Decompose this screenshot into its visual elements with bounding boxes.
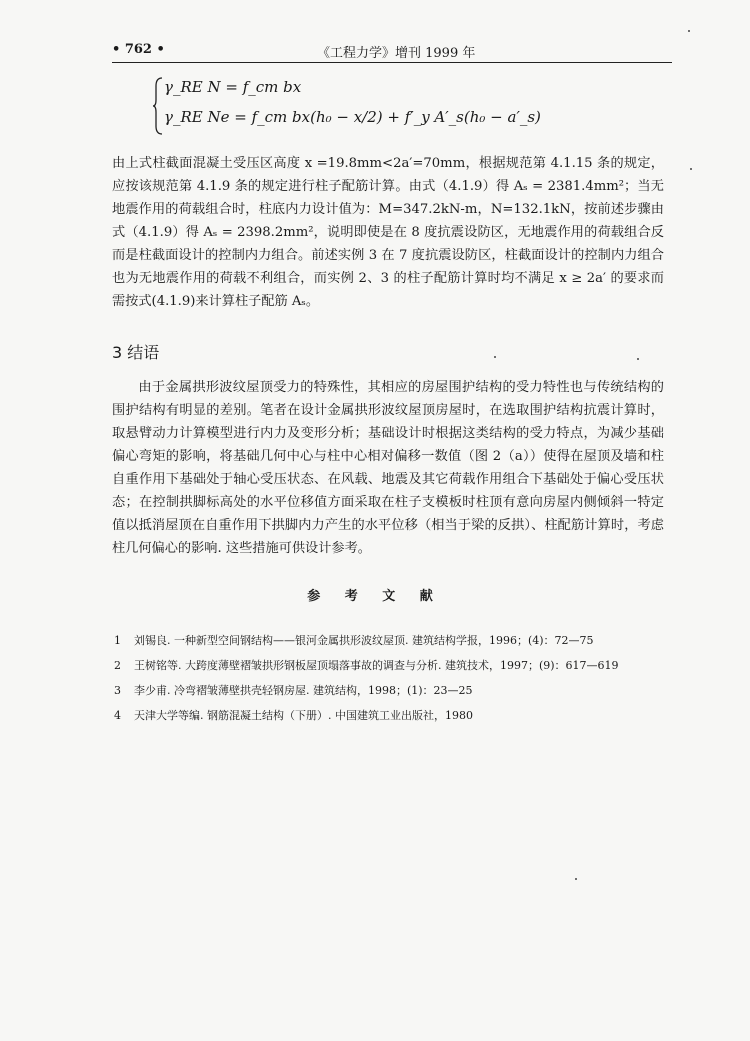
equation-line-1: γ_RE N = f_cm bx [164, 78, 302, 96]
equation-line-2: γ_RE Ne = f_cm bx(h₀ − x/2) + f′_y A′_s(h₀ − a′_s) [164, 108, 541, 126]
reference-text: 王树铭等. 大跨度薄壁褶皱拱形钢板屋顶塌落事故的调查与分析. 建筑技术，1997；(9)：617—619 [134, 659, 619, 672]
reference-item [114, 657, 674, 673]
reference-number: 1 [114, 634, 121, 647]
running-header [112, 42, 672, 63]
journal-title: 《工程力学》增刊 1999 年 [317, 46, 476, 61]
reference-text: 刘锡良. 一种新型空间钢结构——银河金属拱形波纹屋顶. 建筑结构学报，1996；(4)：72—75 [134, 634, 594, 647]
scan-speck [688, 30, 690, 32]
section-heading: 3 结语 [112, 343, 160, 362]
reference-number: 3 [114, 684, 121, 697]
reference-text: 天津大学等编. 钢筋混凝土结构（下册）. 中国建筑工业出版社，1980 [134, 709, 473, 722]
scan-speck [637, 358, 639, 360]
conclusion-paragraph: 由于金属拱形波纹屋顶受力的特殊性，其相应的房屋围护结构的受力特性也与传统结构的围护结构有明显的差别。笔者在设计金属拱形波纹屋顶房屋时，在选取围护结构抗震计算时，取悬臂动力计算模型进行内力及变形分析；基础设计时根据这类结构的受力特点，为减少基础偏心弯矩的影响，将基础几何中心与柱中心相对偏移一数值（图 2（a））使得在屋顶及墙和柱自重作用下基础处于轴心受压状态、在风载、地震及其它荷载作用组合下基础处于偏心受压状态；在控制拱脚标高处的水平位移值方面采取在柱子支模板时柱顶有意向房屋内侧倾斜一特定值以抵消屋顶在自重作用下拱脚内力产生的水平位移（相当于梁的反拱）、柱配筋计算时，考虑柱几何偏心的影响. 这些措施可供设计参考。 [112, 380, 664, 556]
reference-number: 4 [114, 709, 121, 722]
reference-item [114, 707, 674, 723]
reference-item [114, 632, 674, 648]
reference-item [114, 682, 674, 698]
scan-speck [494, 356, 496, 358]
brace-icon [152, 76, 164, 136]
reference-text: 李少甫. 冷弯褶皱薄壁拱壳轻钢房屋. 建筑结构，1998；(1)：23—25 [134, 684, 473, 697]
page-number: • 762 • [112, 42, 165, 57]
reference-number: 2 [114, 659, 121, 672]
references-heading: 参 考 文 献 [307, 589, 443, 604]
equation-system [152, 76, 541, 136]
scan-speck [690, 168, 692, 170]
scan-speck [575, 878, 577, 880]
body-paragraph: 由上式柱截面混凝土受压区高度 x =19.8mm<2a′=70mm，根据规范第 4.1.15 条的规定，应按该规范第 4.1.9 条的规定进行柱子配筋计算。由式（4.1.9）得 Aₛ = 2381.4mm²；当无地震作用的荷载组合时，柱底内力设计值为：M=347.2kN-m，N=132.1kN，按前述步骤由式（4.1.9）得 Aₛ = 2398.2mm²，说明即使是在 8 度抗震设防区，无地震作用的荷载组合反而是柱截面设计的控制内力组合。前述实例 3 在 7 度抗震设防区，柱截面设计的控制内力组合也为无地震作用的荷载不利组合，而实例 2、3 的柱子配筋计算时均不满足 x ≥ 2a′ 的要求而需按式(4.1.9)来计算柱子配筋 Aₛ。 [112, 156, 664, 309]
